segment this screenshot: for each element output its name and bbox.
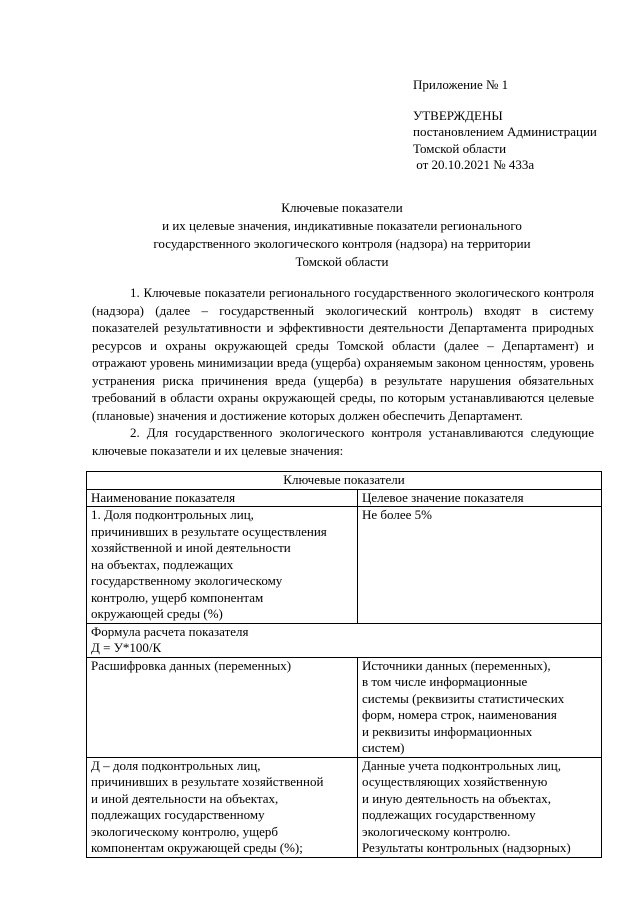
approval-line-1: постановлением Администрации [413,124,597,139]
title-line-3: государственного экологического контроля (надзора) на территории [153,236,531,251]
indicator-name-cell: 1. Доля подконтрольных лиц, причинивших в результате осуществления хозяйственной и иной деятельности на объектах, подлежащих государственному экологическому контролю, ущерб компонентам окружающей среды (%) [87,507,358,624]
title-line-2: и их целевые значения, индикативные показатели регионального [162,218,522,233]
paragraph-2: 2. Для государственного экологического контроля устанавливаются следующие ключевые показатели и их целевые значения: [92,425,594,458]
title-line-1: Ключевые показатели [281,200,403,215]
variable-d-source: Данные учета подконтрольных лиц, осуществляющих хозяйственную и иную деятельность на объектах, подлежащих государственному экологическому контролю. Результаты контрольных (надзорных) [358,757,602,857]
table-header: Ключевые показатели [87,472,602,490]
column-header-target: Целевое значение показателя [358,489,602,507]
formula-expression: Д = У*100/К [91,640,162,655]
approved-label: УТВЕРЖДЕНЫ [413,107,503,123]
body-text [92,284,594,459]
formula-label: Формула расчета показателя [91,623,249,639]
formula-cell [87,623,602,657]
target-value-cell: Не более 5% [358,507,602,624]
decode-label-cell: Расшифровка данных (переменных) [87,657,358,757]
approval-block [413,77,597,174]
column-header-name: Наименование показателя [87,489,358,507]
annex-number: Приложение № 1 [413,77,509,92]
approval-line-2: Томской области [413,140,507,156]
document-title [92,199,592,271]
approval-line-3: от 20.10.2021 № 433а [413,157,535,172]
key-indicators-table [86,471,602,858]
variable-d-definition: Д – доля подконтрольных лиц, причинивших в результате хозяйственной и иной деятельности на объектах, подлежащих государственному экологическому контролю, ущерб компонентам окружающей среды (%); [87,757,358,857]
sources-label-cell: Источники данных (переменных), в том числе информационные системы (реквизиты статистических форм, номера строк, наименования и реквизиты информационных систем) [358,657,602,757]
title-line-4: Томской области [295,254,389,269]
paragraph-1: 1. Ключевые показатели регионального государственного экологического контроля (надзора) (далее – государственный экологический контроль) входят в систему показателей результативности и эффективности деятельности Департамента природных ресурсов и охраны окружающей среды Томской области (далее – Департамент) и отражают уровень минимизации вреда (ущерба) охраняемым законом ценностям, уровень устранения риска причинения вреда (ущерба) в результате нарушения обязательных требований в области охраны окружающей среды, по которым устанавливаются целевые (плановые) значения и достижение которых должен обеспечить Департамент. [92,285,594,423]
